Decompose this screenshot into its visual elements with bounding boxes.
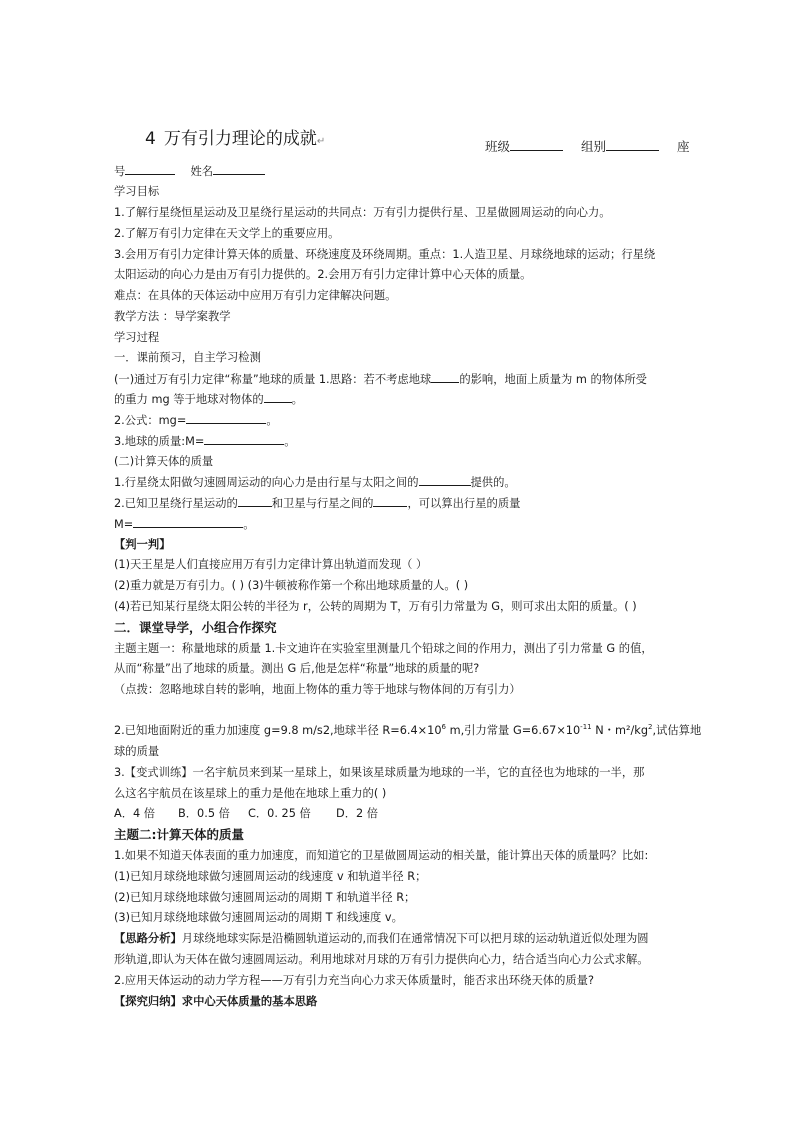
s1-text-b: 的影响，地面上质量为 m 的物体所受: [459, 373, 647, 386]
option-a[interactable]: A．4 倍: [114, 807, 156, 820]
earth-mass-text: 3.地球的质量:M=: [114, 435, 205, 448]
q2-exp-3: 2: [648, 723, 653, 732]
s2-text-e: ，可以算出行星的质量: [407, 497, 521, 510]
q2-text-b: m,引力常量 G=6.67×10: [445, 724, 581, 737]
theme2-case-2: (2)已知月球绕地球做匀速圆周运动的周期 T 和轨道半径 R；: [114, 891, 416, 904]
option-c[interactable]: C．0. 25 倍: [248, 807, 311, 820]
title-text: 万有引力理论的成就: [163, 129, 317, 149]
s2-text-c: 2.已知卫星绕行星运动的: [114, 497, 238, 510]
analysis-line-1: [114, 931, 684, 947]
name-label: 姓名: [190, 165, 214, 178]
class-label: 班级: [485, 139, 511, 154]
theme1-line-2: 从而“称量”出了地球的质量。测出 G 后,他是怎样“称量”地球的质量的呢?: [114, 662, 480, 675]
s1-text-d: 。: [291, 393, 303, 406]
blank-gravitation[interactable]: [419, 474, 471, 486]
class-blank[interactable]: [510, 139, 563, 151]
analysis-label: 【思路分析】: [114, 932, 182, 945]
blank-force[interactable]: [264, 391, 292, 403]
blank-earth[interactable]: [431, 371, 459, 383]
judge-item-3: (4)若已知某行星绕太阳公转的半径为 r，公转的周期为 T，万有引力常量为 G，则可求出太阳的质量。( ): [114, 600, 637, 613]
part1-heading: 一．课前预习，自主学习检测: [114, 351, 261, 364]
formula-line: [114, 412, 684, 429]
theme1-line-1: 主题主题一：称量地球的质量 1.卡文迪许在实验室里测量几个铅球之间的作用力，测出了引力常量 G 的值，: [114, 642, 653, 655]
formula-text: 2.公式：mg=: [114, 414, 187, 427]
s1-text-a: (一)通过万有引力定律“称量”地球的质量 1.思路：若不考虑地球: [114, 373, 432, 386]
blank-distance[interactable]: [373, 495, 407, 507]
seat-blank[interactable]: [125, 163, 175, 175]
question2-line-1: [114, 723, 702, 739]
blank-earth-mass[interactable]: [204, 433, 284, 445]
q2-text-a: 2.已知地面附近的重力加速度 g=9.8 m/s2,地球半径 R=6.4×10: [114, 724, 442, 737]
group-blank[interactable]: [606, 139, 659, 151]
q2-text-d: ,试估算地: [652, 724, 702, 737]
return-mark: ↵: [316, 136, 326, 147]
earth-mass-end: 。: [284, 435, 296, 448]
goals-heading: 学习目标: [114, 185, 160, 198]
s2-text-a: 1.行星绕太阳做匀速圆周运动的向心力是由行星与太阳之间的: [114, 476, 419, 489]
page-title: [145, 124, 325, 149]
q2-text-c: N・m²/kg: [591, 724, 649, 737]
part2-heading: 二．课堂导学，小组合作探究: [114, 620, 277, 635]
options-row: [114, 806, 684, 822]
theme2-case-1: (1)已知月球绕地球做匀速圆周运动的线速度 v 和轨道半径 R；: [114, 870, 427, 883]
goal-3-line-2: 太阳运动的向心力是由万有引力提供的。2.会用万有引力定律计算中心天体的质量。: [114, 268, 532, 281]
s2-text-d: 和卫星与行星之间的: [271, 497, 374, 510]
q2-exp-1: 6: [441, 723, 446, 732]
info-line-2: [114, 163, 684, 180]
q2-exp-2: -11: [580, 723, 592, 732]
difficulty: 难点：在具体的天体运动中应用万有引力定律解决问题。: [114, 289, 397, 302]
analysis-line-2: 形轨道,即认为天体在做匀速圆周运动。利用地球对月球的万有引力提供向心力，结合适当向心力公式求解。: [114, 953, 649, 966]
blank-planet-mass[interactable]: [133, 516, 243, 528]
theme2-case-3: (3)已知月球绕地球做匀速圆周运动的周期 T 和线速度 v。: [114, 911, 403, 924]
s1-text-c: 的重力 mg 等于地球对物体的: [114, 393, 264, 406]
student-info: [485, 137, 689, 155]
summary-heading: 【探究归纳】求中心天体质量的基本思路: [114, 995, 318, 1008]
earth-mass-line: [114, 433, 684, 450]
option-d[interactable]: D．2 倍: [336, 807, 379, 820]
s2-text-b: 提供的。: [470, 476, 516, 489]
seat-label-cont: 号: [114, 165, 126, 178]
teaching-method: 教学方法 ：导学案教学: [114, 310, 231, 323]
goal-3-line-1: 3.会用万有引力定律计算天体的质量、环绕速度及环绕周期。重点：1.人造卫星、月球绕地球的运动；行星绕: [114, 248, 656, 261]
section2-line-1: [114, 474, 684, 491]
judge-item-1: (1)天王星是人们直接应用万有引力定律计算出轨道而发现（ ）: [114, 558, 428, 571]
process-heading: 学习过程: [114, 331, 160, 344]
s2-text-g: 。: [243, 518, 255, 531]
section2-heading: (二)计算天体的质量: [114, 455, 214, 468]
analysis-text-a: 月球绕地球实际是沿椭圆轨道运动的,而我们在通常情况下可以把月球的运动轨道近似处理为圆: [181, 932, 649, 945]
option-b[interactable]: B．0.5 倍: [178, 807, 230, 820]
section2-line-2: [114, 495, 684, 512]
section1-line-1: [114, 371, 684, 388]
question2-line-2: 球的质量: [114, 745, 160, 758]
chapter-number: 4: [145, 129, 156, 149]
theme2-heading: 主题二:计算天体的质量: [114, 827, 244, 842]
theme2-question-2: 2.应用天体运动的动力学方程——万有引力充当向心力求天体质量时，能否求出环绕天体的质量?: [114, 974, 594, 987]
section2-line-3: [114, 516, 684, 533]
s2-text-f: M=: [114, 518, 134, 531]
judge-heading: 【判一判】: [114, 538, 171, 551]
group-label: 组别: [580, 139, 606, 154]
theme2-question-1: 1.如果不知道天体表面的重力加速度，而知道它的卫星做圆周运动的相关量，能计算出天体的质量吗？比如:: [114, 849, 649, 862]
question3-line-1: 3.【变式训练】一名宇航员来到某一星球上，如果该星球质量为地球的一半，它的直径也为地球的一半，那: [114, 766, 645, 779]
judge-item-2: (2)重力就是万有引力。( ) (3)牛顿被称作第一个称出地球质量的人。( ): [114, 579, 469, 592]
blank-period[interactable]: [238, 495, 272, 507]
hint: （点拨：忽略地球自转的影响，地面上物体的重力等于地球与物体间的万有引力）: [114, 683, 521, 696]
formula-end: 。: [266, 414, 278, 427]
name-blank[interactable]: [213, 163, 265, 175]
goal-1: 1.了解行星绕恒星运动及卫星绕行星运动的共同点：万有引力提供行星、卫星做圆周运动的向心力。: [114, 206, 611, 219]
seat-label: 座: [676, 139, 690, 154]
section1-line-2: [114, 391, 684, 408]
blank-formula[interactable]: [186, 412, 266, 424]
question3-line-2: 么这名宇航员在该星球上的重力是他在地球上重力的( ): [114, 787, 387, 800]
goal-2: 2.了解万有引力定律在天文学上的重要应用。: [114, 227, 340, 240]
